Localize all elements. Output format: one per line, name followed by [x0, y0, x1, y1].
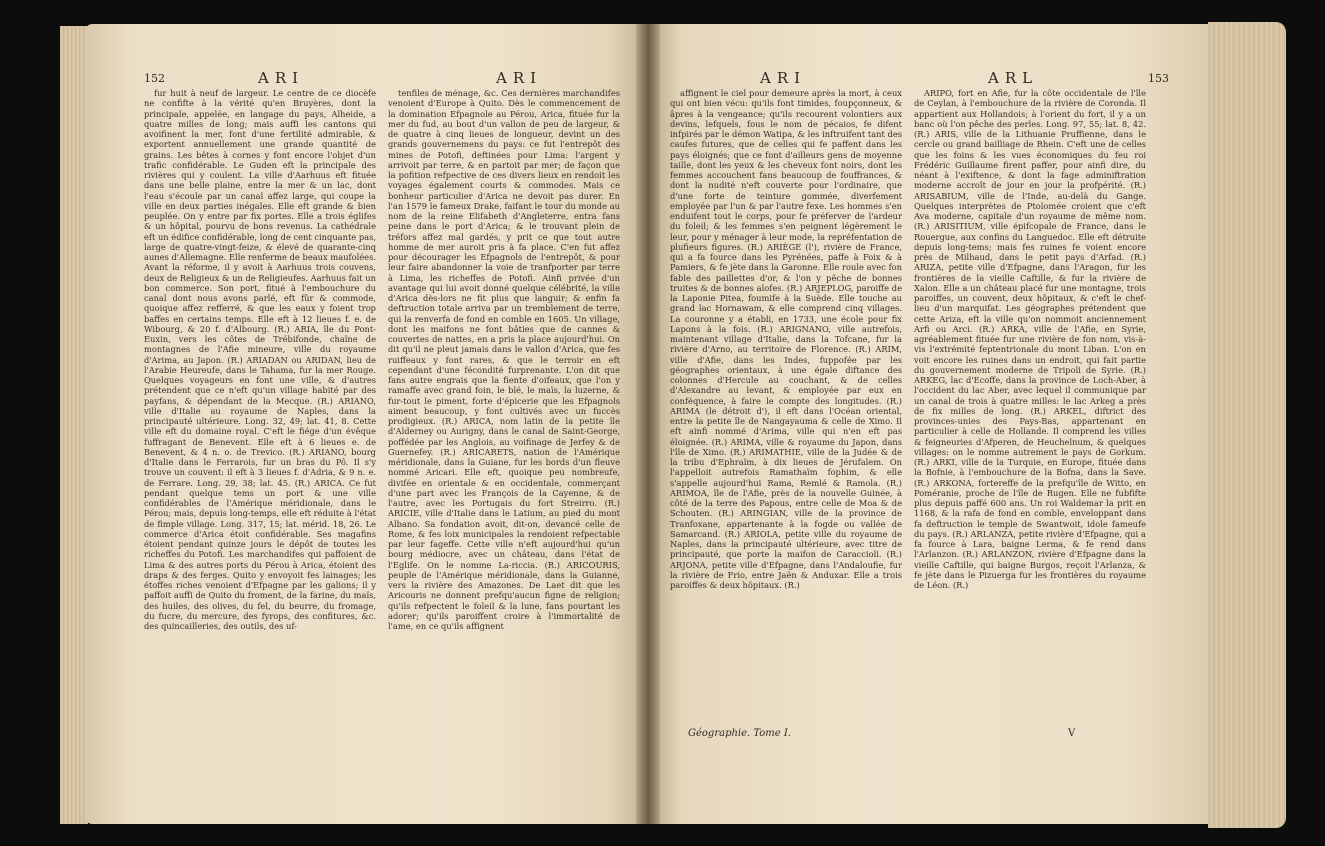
signature-mark: V — [1068, 728, 1076, 739]
left-page-column-1 — [144, 88, 376, 631]
left-page-column-2 — [388, 88, 620, 631]
running-header-left-col1: ARI — [258, 69, 305, 87]
column-text: fur huit à neuf de largeur. Le centre de ce diocèfe ne confifte à la vérité qu'en Bruyères, dont la principale, appelée, en langage du pays, Alheide, a quatre milles de long; mais auffi les cantons qui avoifinent la mer, font d'une fertilité admirable, & exportent annuellement une grande quantité de grains. Les bêtes à cornes y font encore l'objet d'un trafic confidérable. Le Guden eft la principale des rivières qui y coulent. La ville d'Aarhuus eft fituée dans une belle plaine, entre la mer & un lac, dont l'eau s'écoule par un canal affez large, qui coupe la ville en deux parties inégales. Elle eft grande & bien peuplée. On y entre par fix portes. Elle a trois églifes & un hôpital, pourvu de bons revenus. La cathédrale eft un édifice confidérable, long de cent cinquante pas, large de quatre-vingt-feize, & élevé de quarante-cinq aunes d'Allemagne. Elle renferme de beaux maufolées. Avant la réforme, il y avoit à Aarhuus trois couvens, deux de Religieux & un de Religieufes. Aarhuus fait un bon commerce. Son port, fitué à l'embouchure du canal dont nous avons parlé, eft fûr & commode, quoique affez refferré, & que les eaux y foient trop baffes en certains temps. Elle eft à 12 lieues f. e. de Wibourg, & 20 f. d'Albourg. (R.) ARIA, île du Pont-Euxin, vers les côtes de Trébifonde, chaîne de montagnes de l'Afie mineure, ville du royaume d'Arima, au Japon. (R.) ARIADAN ou ARIDAN, lieu de l'Arabie Heureufe, dans le Tahama, fur la mer Rouge. Quelques voyageurs en font une ville, & d'autres prétendent que ce n'eft qu'un village habité par des payfans, & dépendant de la Mecque. (R.) ARIANO, ville d'Italie au royaume de Naples, dans la principauté ultérieure. Long. 32, 49; lat. 41, 8. Cette ville eft du domaine royal. C'eft le fiége d'un évêque fuffragant de Benevent. Elle eft à 6 lieues e. de Benevent, & 4 n. o. de Trevico. (R.) ARIANO, bourg d'Italie dans le Ferrarois, fur un bras du Pô. Il s'y trouve un couvent: il eft à 3 lieues f. d'Adria, & 9 n. e. de Ferrare. Long. 29, 38; lat. 45. (R.) ARICA. Ce fut pendant quelque tems un port & une ville confidérables de l'Amérique méridionale, dans le Pérou; mais, depuis long-temps, elle eft réduite à l'état de fimple village. Long. 317, 15; lat. mérid. 18, 26. Le commerce d'Arica étoit confidérable. Ses magafins étoient pendant quinze jours le dépôt de toutes les richeffes du Potofi. Les marchandifes qui paffoient de Lima & des autres ports du Pérou à Arica, étoient des draps & des ferges. Quito y envoyoit fes lainages; les étoffes riches venoient d'Efpagne par les galions; il y paffoit auffi de Quito du froment, de la farine, du maïs, des huiles, des olives, du fel, du beurre, du fromage, du fucre, du mercure, des fyrops, des confitures, &c. des quincailleries, des outils, des uf- — [144, 88, 376, 631]
right-page-column-1 — [670, 88, 902, 590]
book-gutter — [636, 24, 660, 824]
running-header-left-col2: ARI — [496, 69, 543, 87]
column-text: tenfiles de ménage, &c. Ces dernières marchandifes venoient d'Europe à Quito. Dès le commencement de la domination Efpagnole au Pérou, Arica, fituée fur la mer du fud, au bout d'un vallon de peu de largeur, & de quatre à cinq lieues de longueur, devint un des grands gouvernemens du pays: ce fut l'entrepôt des mines de Potofi, deftinées pour Lima: l'argent y arrivoit par terre, & en partoit par mer; de façon que la pofition refpective de ces divers lieux en rendoit les voyages également courts & commodes. Mais ce bonheur particulier d'Arica ne devoit pas durer. En l'an 1579 le fameux Drake, faifant le tour du monde au nom de la reine Elifabeth d'Angleterre, entra fans peine dans le port d'Arica; & le trouvant plein de tréfors affez mal gardés, y prit ce que tout autre homme de mer auroit pris à fa place. C'en fut affez pour décourager les Efpagnols de l'entrepôt, & pour leur faire abandonner la voie de tranfporter par terre à Lima, les richeffes de Potofi. Ainfi privée d'un avantage qui lui avoit donné quelque célébrité, la ville d'Arica dès-lors ne fit plus que languir; & enfin fa deftruction totale arriva par un tremblement de terre, qui la renverfa de fond en comble en 1605. Un village, dont les maifons ne font bâties que de cannes & couvertes de nattes, en a pris la place aujourd'hui. On dit qu'il ne pleut jamais dans le vallon d'Arica, que fes ruiffeaux y font rares, & que le terroir en eft cependant d'une fécondité furprenante. L'on dit que fans autre engrais que la fiente d'oifeaux, que l'on y ramaffe avec grand foin, le blé, le maïs, la luzerne, & fur-tout le piment, forte d'épicerie que les Efpagnols aiment beaucoup, y font cultivés avec un fuccès prodigieux. (R.) ARICA, nom latin de la petite île d'Alderney ou Aurigny, dans le canal de Saint-George, poffédée par les Anglois, au voifinage de Jerfey & de Guernefey. (R.) ARICARETS, nation de l'Amérique méridionale, dans la Guiane, fur les bords d'un fleuve nommé Aricari. Elle eft, quoique peu nombreufe, divifée en orientale & en occidentale, commerçant d'une part avec les François de la Cayenne, & de l'autre, avec les Portugais du fort Streirro. (R.) ARICIE, ville d'Italie dans le Latium, au pied du mont Albano. Sa fondation avoit, dit-on, devancé celle de Rome, & fes loix municipales la rendoient refpectable par leur fageffe. Cette ville n'eft aujourd'hui qu'un bourg médiocre, avec un château, dans l'état de l'Eglife. On le nomme La-riccia. (R.) ARICOURIS, peuple de l'Amérique méridionale, dans la Guianne, vers la rivière des Amazones. De Laet dit que les Aricouris ne donnent prefqu'aucun figne de religion; qu'ils refpectent le foleil & la lune, fans pourtant les adorer; qu'ils paroiffent croire à l'immortalité de l'ame, en ce qu'ils affignent — [388, 88, 620, 631]
column-text: affignent le ciel pour demeure après la mort, à ceux qui ont bien vécu: qu'ils font timides, foupçonneux, & âpres à la vengeance; qu'ils recourent volontiers aux devins, lefquels, fous le nom de pécaios, fe difent infpirés par le démon Watipa, & les inftruifent tant des caufes futures, que de celles qui fe paffent dans les pays éloignés; que ce font d'ailleurs gens de moyenne taille, dont les yeux & les cheveux font noirs, dont les femmes accouchent fans beaucoup de fouffrances, & dont la nudité n'eft couverte pour l'ordinaire, que d'une forte de teinture gommée, diverfement employée par l'un & par l'autre fexe. Les hommes s'en enduifent tout le corps, pour fe préferver de l'ardeur du foleil; & les femmes s'en peignent légèrement le leur, pour y ménager à leur mode, la repréfentation de plufieurs figures. (R.) ARIÈGE (l'), rivière de France, qui a fa fource dans les Pyrénées, paffe à Foix & à Pamiers, & fe jète dans la Garonne. Elle roule avec fon fable des paillettes d'or, & l'on y pêche de bonnes truites & de bonnes alofes. (R.) ARJEPLOG, paroiffe de la Laponie Pitea, foumife à la Suède. Elle touche au grand lac Hornawam, & elle comprend cinq villages. La couronne y a établi, en 1733, une école pour fix Lapons à la fois. (R.) ARIGNANO, ville autrefois, maintenant village d'Italie, dans la Tofcane, fur la rivière d'Arno, au territoire de Florence. (R.) ARIM, ville d'Afie, dans les Indes, fuppofée par les géographes orientaux, à une égale diftance des colonnes d'Hercule au couchant, & de celles d'Alexandre au levant, & employée par eux en conféquence, à faire le compte des longitudes. (R.) ARIMA (le détroit d'), il eft dans l'Océan oriental, entre la petite île de Nangayauma & celle de Ximo. Il eft ainfi nommé d'Arima, ville qui n'en eft pas éloignée. (R.) ARIMA, ville & royaume du Japon, dans l'île de Ximo. (R.) ARIMATHIE, ville de la Judée & de la tribu d'Ephraïm, à dix lieues de Jérufalem. On l'appelloit autrefois Ramathaïm fophim, & elle s'appelle aujourd'hui Rama, Remlé & Ramola. (R.) ARIMOA, île de l'Afie, près de la nouvelle Guinée, à côté de la terre des Papous, entre celle de Moa & de Schouten. (R.) ARINGIAN, ville de la province de Tranfoxane, appartenante à la fogde ou vallée de Samarcand. (R.) ARIOLA, petite ville du royaume de Naples, dans la principauté ultérieure, avec titre de principauté, que porte la maifon de Caraccioli. (R.) ARJONA, petite ville d'Efpagne, dans l'Andaloufie, fur la rivière de Frio, entre Jaën & Anduxar. Elle a trois paroiffes & deux hôpitaux. (R.) — [670, 88, 902, 590]
right-page — [648, 24, 1208, 824]
left-page — [86, 24, 656, 824]
right-page-edges — [1208, 22, 1286, 828]
right-page-column-2 — [914, 88, 1146, 590]
page-footer-title: Géographie. Tome I. — [688, 728, 792, 739]
left-page-edges — [60, 26, 88, 824]
running-header-right-col2: ARL — [988, 69, 1039, 87]
column-text: ARIPO, fort en Afie, fur la côte occidentale de l'île de Ceylan, à l'embouchure de la rivière de Coronda. Il appartient aux Hollandois; à l'orient du fort, il y a un banc où l'on pêche des perles. Long. 97, 55; lat. 8, 42. (R.) ARIS, ville de la Lithuanie Pruffienne, dans le cercle ou grand bailliage de Rhein. C'eft une de celles que les foins & les vues économiques du feu roi Frédéric Guillaume firent paffer, pour ainfi dire, du néant à l'exiftence, & dont la fage adminiftration moderne accroît de jour en jour la profpérité. (R.) ARISABIUM, ville de l'Inde, au-delà du Gange. Quelques interprètes de Ptolomée croient que c'eft Ava moderne, capitale d'un royaume de même nom. (R.) ARISITIUM, ville épifcopale de France, dans le Rouergue, aux confins du Languedoc. Elle eft détruite depuis long-tems; mais fes ruines fe voient encore près de Milhaud, dans le petit pays d'Arfad. (R.) ARIZA, petite ville d'Efpagne, dans l'Aragon, fur les frontières de la vieille Caftille, & fur la rivière de Xalon. Elle a un château placé fur une montagne, trois paroiffes, un couvent, deux hôpitaux, & c'eft le chef-lieu d'un marquifat. Les géographes prétendent que cette Ariza, eft la ville qu'on nommoit anciennement Arfi ou Arci. (R.) ARKA, ville de l'Afie, en Syrie, agréablement fituée fur une rivière de fon nom, vis-à-vis l'extrémité feptentrionale du mont Liban. L'on en voit encore les ruines dans un endroit, qui fait partie du gouvernement moderne de Tripoli de Syrie. (R.) ARKEG, lac d'Ecoffe, dans la province de Loch-Aber, à l'occident du lac Aber, avec lequel il communique par un canal de trois à quatre milles: le lac Arkeg a près de fix milles de long. (R.) ARKEL, diftrict des provinces-unies des Pays-Bas, appartenant en particulier à celle de Hollande. Il comprend les villes & feigneuries d'Afperen, de Heuchelnum, & quelques villages: on le nomme autrement le pays de Gorkum. (R.) ARKI, ville de la Turquie, en Europe, fituée dans la Bofnie, à l'embouchure de la Bofna, dans la Save. (R.) ARKONA, fortereffe de la prefqu'île de Witto, en Poméranie, proche de l'île de Rugen. Elle ne fubfifte plus depuis paffé 600 ans. Un roi Waldemar la prit en 1168, & la rafa de fond en comble, enveloppant dans fa deftruction le temple de Swantwoit, idole fameufe du pays. (R.) ARLANZA, petite rivière d'Efpagne, qui a fa fource à Lara, baigne Lerma, & fe rend dans l'Arlanzon. (R.) ARLANZON, rivière d'Efpagne dans la vieille Caftille, qui baigne Burgos, reçoit l'Arlanza, & fe jète dans le Pizuerga fur les frontières du royaume de Léon. (R.) — [914, 88, 1146, 590]
running-header-right-col1: ARI — [760, 69, 807, 87]
page-number-right: 153 — [1148, 72, 1169, 85]
page-number-left: 152 — [144, 72, 165, 85]
